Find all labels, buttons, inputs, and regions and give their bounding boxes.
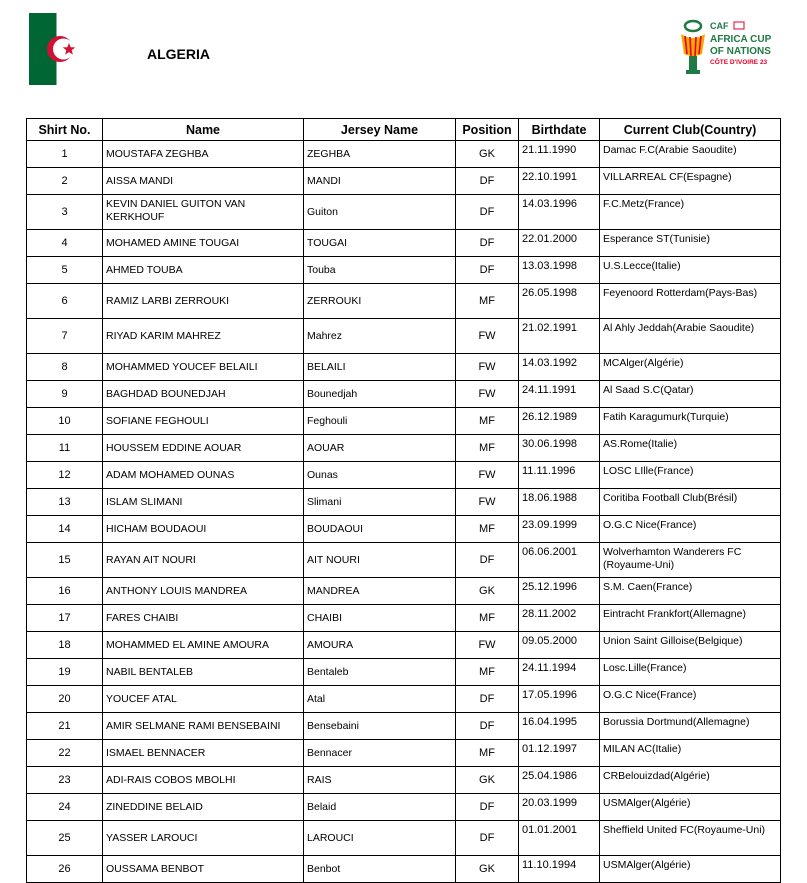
cell-shirt-no: 19 [27,659,103,686]
cell-shirt-no: 15 [27,543,103,578]
cell-current-club: O.G.C Nice(France) [600,516,781,543]
cell-position: GK [456,856,519,883]
cell-name: SOFIANE FEGHOULI [103,408,304,435]
cell-birthdate: 23.09.1999 [519,516,600,543]
table-row [27,686,781,713]
table-row [27,435,781,462]
cell-jersey-name: BELAILI [304,354,456,381]
cell-shirt-no: 8 [27,354,103,381]
algeria-flag-icon [29,13,84,85]
cell-jersey-name: Bensebaini [304,713,456,740]
cell-jersey-name: Bentaleb [304,659,456,686]
cell-shirt-no: 23 [27,767,103,794]
cell-jersey-name: MANDREA [304,578,456,605]
svg-text:OF NATIONS: OF NATIONS [710,46,771,57]
cell-jersey-name: Ounas [304,462,456,489]
table-row [27,713,781,740]
column-header-current-club: Current Club(Country) [600,119,781,141]
table-row [27,605,781,632]
cell-shirt-no: 9 [27,381,103,408]
cell-current-club: USMAlger(Algérie) [600,856,781,883]
cell-current-club: Wolverhamton Wanderers FC (Royaume-Uni) [600,543,781,578]
cell-birthdate: 11.11.1996 [519,462,600,489]
cell-position: GK [456,141,519,168]
cell-current-club: Esperance ST(Tunisie) [600,230,781,257]
table-row [27,632,781,659]
cell-jersey-name: Benbot [304,856,456,883]
cell-shirt-no: 17 [27,605,103,632]
cell-jersey-name: Bounedjah [304,381,456,408]
cell-shirt-no: 3 [27,195,103,230]
cell-shirt-no: 6 [27,284,103,319]
table-body [27,141,781,883]
cell-position: GK [456,578,519,605]
table-row [27,462,781,489]
table-row [27,257,781,284]
cell-birthdate: 13.03.1998 [519,257,600,284]
cell-shirt-no: 18 [27,632,103,659]
cell-name: RIYAD KARIM MAHREZ [103,319,304,354]
cell-name: ANTHONY LOUIS MANDREA [103,578,304,605]
cell-jersey-name: Guiton [304,195,456,230]
cell-name: ZINEDDINE BELAID [103,794,304,821]
cell-current-club: VILLARREAL CF(Espagne) [600,168,781,195]
cell-jersey-name: RAIS [304,767,456,794]
cell-current-club: Damac F.C(Arabie Saoudite) [600,141,781,168]
cell-position: DF [456,195,519,230]
cell-name: OUSSAMA BENBOT [103,856,304,883]
table-row [27,821,781,856]
cell-shirt-no: 2 [27,168,103,195]
cell-position: DF [456,230,519,257]
cell-current-club: Losc.Lille(France) [600,659,781,686]
cell-name: MOUSTAFA ZEGHBA [103,141,304,168]
cell-current-club: Al Ahly Jeddah(Arabie Saoudite) [600,319,781,354]
cell-shirt-no: 21 [27,713,103,740]
cell-position: MF [456,516,519,543]
squad-table [26,118,781,883]
cell-name: RAMIZ LARBI ZERROUKI [103,284,304,319]
cell-jersey-name: AIT NOURI [304,543,456,578]
cell-birthdate: 09.05.2000 [519,632,600,659]
table-row [27,740,781,767]
cell-jersey-name: Atal [304,686,456,713]
table-row [27,767,781,794]
cell-current-club: Feyenoord Rotterdam(Pays-Bas) [600,284,781,319]
cell-birthdate: 26.12.1989 [519,408,600,435]
cell-position: FW [456,632,519,659]
table-row [27,230,781,257]
cell-shirt-no: 7 [27,319,103,354]
cell-birthdate: 30.06.1998 [519,435,600,462]
cell-shirt-no: 26 [27,856,103,883]
cell-current-club: Al Saad S.C(Qatar) [600,381,781,408]
cell-birthdate: 17.05.1996 [519,686,600,713]
column-header-birthdate: Birthdate [519,119,600,141]
table-row [27,856,781,883]
cell-position: DF [456,543,519,578]
cell-jersey-name: Slimani [304,489,456,516]
cell-position: MF [456,435,519,462]
cell-position: FW [456,381,519,408]
cell-birthdate: 28.11.2002 [519,605,600,632]
cell-current-club: Sheffield United FC(Royaume-Uni) [600,821,781,856]
country-title: ALGERIA [147,46,210,62]
cell-name: ADI-RAIS COBOS MBOLHI [103,767,304,794]
table-row [27,319,781,354]
cell-shirt-no: 13 [27,489,103,516]
cell-position: MF [456,605,519,632]
cell-jersey-name: AOUAR [304,435,456,462]
cell-current-club: Coritiba Football Club(Brésil) [600,489,781,516]
cell-birthdate: 25.04.1986 [519,767,600,794]
table-row [27,794,781,821]
cell-shirt-no: 11 [27,435,103,462]
cell-name: MOHAMMED EL AMINE AMOURA [103,632,304,659]
cell-shirt-no: 1 [27,141,103,168]
cell-current-club: S.M. Caen(France) [600,578,781,605]
table-row [27,408,781,435]
cell-jersey-name: CHAIBI [304,605,456,632]
column-header-name: Name [103,119,304,141]
cell-birthdate: 24.11.1991 [519,381,600,408]
cell-name: AISSA MANDI [103,168,304,195]
cell-position: DF [456,257,519,284]
cell-current-club: O.G.C Nice(France) [600,686,781,713]
cell-name: ADAM MOHAMED OUNAS [103,462,304,489]
cell-birthdate: 14.03.1996 [519,195,600,230]
svg-text:AFRICA CUP: AFRICA CUP [710,34,772,45]
table-row [27,168,781,195]
cell-position: MF [456,408,519,435]
cell-birthdate: 26.05.1998 [519,284,600,319]
cell-birthdate: 24.11.1994 [519,659,600,686]
cell-name: HICHAM BOUDAOUI [103,516,304,543]
cell-position: FW [456,489,519,516]
cell-position: DF [456,794,519,821]
cell-jersey-name: BOUDAOUI [304,516,456,543]
cell-name: YOUCEF ATAL [103,686,304,713]
cell-birthdate: 01.01.2001 [519,821,600,856]
table-header-row [27,119,781,141]
cell-position: DF [456,713,519,740]
cell-shirt-no: 24 [27,794,103,821]
cell-position: DF [456,821,519,856]
cell-current-club: AS.Rome(Italie) [600,435,781,462]
cell-name: YASSER LAROUCI [103,821,304,856]
cell-shirt-no: 25 [27,821,103,856]
cell-birthdate: 11.10.1994 [519,856,600,883]
column-header-position: Position [456,119,519,141]
svg-text:CÔTE D'IVOIRE 23: CÔTE D'IVOIRE 23 [710,59,768,66]
trophy-icon [681,21,705,74]
cell-position: MF [456,659,519,686]
cell-position: MF [456,284,519,319]
cell-name: RAYAN AIT NOURI [103,543,304,578]
cell-current-club: LOSC LIlle(France) [600,462,781,489]
afcon-logo-icon [676,10,786,76]
table-row [27,489,781,516]
cell-jersey-name: Bennacer [304,740,456,767]
cell-birthdate: 18.06.1988 [519,489,600,516]
cell-position: FW [456,319,519,354]
table-row [27,195,781,230]
cell-birthdate: 16.04.1995 [519,713,600,740]
cell-shirt-no: 4 [27,230,103,257]
cell-name: MOHAMMED YOUCEF BELAILI [103,354,304,381]
cell-birthdate: 21.02.1991 [519,319,600,354]
cell-shirt-no: 5 [27,257,103,284]
cell-current-club: MCAlger(Algérie) [600,354,781,381]
svg-text:CAF: CAF [710,21,729,31]
cell-shirt-no: 22 [27,740,103,767]
cell-position: MF [456,740,519,767]
cell-current-club: CRBelouizdad(Algérie) [600,767,781,794]
table-row [27,543,781,578]
cell-jersey-name: ZEGHBA [304,141,456,168]
table-row [27,381,781,408]
cell-birthdate: 20.03.1999 [519,794,600,821]
cell-jersey-name: MANDI [304,168,456,195]
cell-name: ISMAEL BENNACER [103,740,304,767]
cell-current-club: Union Saint Gilloise(Belgique) [600,632,781,659]
cell-current-club: Fatih Karagumurk(Turquie) [600,408,781,435]
table-row [27,354,781,381]
cell-birthdate: 25.12.1996 [519,578,600,605]
cell-position: FW [456,354,519,381]
cell-current-club: U.S.Lecce(Italie) [600,257,781,284]
cell-jersey-name: AMOURA [304,632,456,659]
cell-shirt-no: 16 [27,578,103,605]
cell-name: FARES CHAIBI [103,605,304,632]
cell-birthdate: 01.12.1997 [519,740,600,767]
cell-shirt-no: 12 [27,462,103,489]
table-row [27,141,781,168]
cell-current-club: Eintracht Frankfort(Allemagne) [600,605,781,632]
cell-jersey-name: Belaid [304,794,456,821]
cell-name: AHMED TOUBA [103,257,304,284]
table-row [27,578,781,605]
cell-jersey-name: Mahrez [304,319,456,354]
cell-name: AMIR SELMANE RAMI BENSEBAINI [103,713,304,740]
cell-name: KEVIN DANIEL GUITON VAN KERKHOUF [103,195,304,230]
cell-shirt-no: 20 [27,686,103,713]
cell-current-club: Borussia Dortmund(Allemagne) [600,713,781,740]
cell-name: NABIL BENTALEB [103,659,304,686]
cell-name: BAGHDAD BOUNEDJAH [103,381,304,408]
cell-birthdate: 14.03.1992 [519,354,600,381]
cell-current-club: USMAlger(Algérie) [600,794,781,821]
cell-jersey-name: Feghouli [304,408,456,435]
cell-name: MOHAMED AMINE TOUGAI [103,230,304,257]
table-row [27,516,781,543]
cell-birthdate: 21.11.1990 [519,141,600,168]
column-header-shirt-no: Shirt No. [27,119,103,141]
cell-position: GK [456,767,519,794]
cell-shirt-no: 10 [27,408,103,435]
cell-birthdate: 22.01.2000 [519,230,600,257]
cell-jersey-name: LAROUCI [304,821,456,856]
column-header-jersey-name: Jersey Name [304,119,456,141]
cell-jersey-name: TOUGAI [304,230,456,257]
cell-shirt-no: 14 [27,516,103,543]
cell-name: HOUSSEM EDDINE AOUAR [103,435,304,462]
cell-jersey-name: ZERROUKI [304,284,456,319]
cell-current-club: F.C.Metz(France) [600,195,781,230]
cell-position: FW [456,462,519,489]
cell-birthdate: 06.06.2001 [519,543,600,578]
cell-birthdate: 22.10.1991 [519,168,600,195]
cell-name: ISLAM SLIMANI [103,489,304,516]
cell-position: DF [456,686,519,713]
table-row [27,284,781,319]
cell-position: DF [456,168,519,195]
cell-current-club: MILAN AC(Italie) [600,740,781,767]
table-row [27,659,781,686]
cell-jersey-name: Touba [304,257,456,284]
